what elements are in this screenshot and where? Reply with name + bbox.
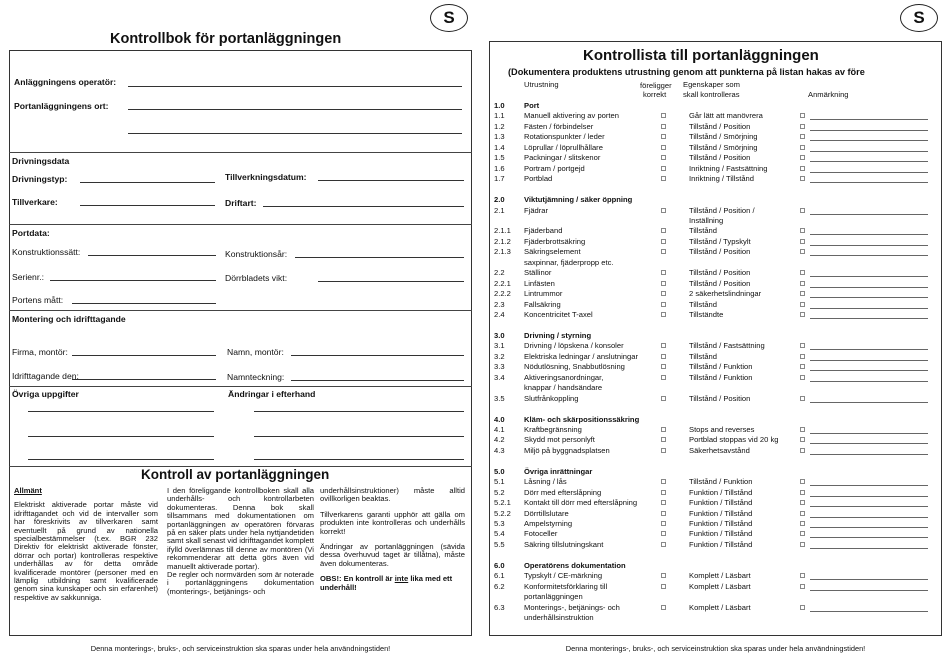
property-checkbox[interactable] — [800, 521, 805, 526]
property-checkbox[interactable] — [800, 490, 805, 495]
equipment-item: Fjäderband — [524, 226, 563, 236]
property-checkbox[interactable] — [800, 511, 805, 516]
drivningstyp-line[interactable] — [80, 182, 215, 183]
col-header-egenskaper: Egenskaper som — [683, 80, 740, 89]
dorrbladets-vikt-label: Dörrbladets vikt: — [225, 273, 288, 283]
row-number: 4.1 — [494, 424, 505, 434]
section-heading: Kläm- och skärpositionssäkring — [524, 414, 640, 424]
property-to-check: Tillstånd / Position — [689, 247, 751, 257]
property-to-check: Tillstånd / Position — [689, 278, 751, 288]
property-checkbox[interactable] — [800, 124, 805, 129]
property-checkbox[interactable] — [800, 343, 805, 348]
row-number: 2.0 — [494, 195, 505, 205]
tillverkningsdatum-line[interactable] — [318, 180, 464, 181]
property-to-check: Tillstånd / Typskylt — [689, 236, 751, 246]
row-number: 1.3 — [494, 132, 505, 142]
present-correct-checkbox[interactable] — [661, 145, 666, 150]
property-checkbox[interactable] — [800, 145, 805, 150]
remark-line[interactable] — [810, 381, 928, 382]
property-to-check: Går lätt att manövrera — [689, 111, 763, 121]
equipment-item: Drivning / löpskena / konsoler — [524, 341, 624, 351]
row-number: 4.2 — [494, 435, 505, 445]
col2-text-b: De regler och normvärden som är noterade i portanläggningens dokumentation (monterings-, betjänings- och — [167, 570, 314, 596]
remark-line[interactable] — [810, 297, 928, 298]
row-number: 5.2 — [494, 487, 505, 497]
equipment-item: Miljö på byggnadsplatsen — [524, 445, 610, 455]
row-number: 1.2 — [494, 121, 505, 131]
row-number: 3.0 — [494, 330, 505, 340]
col1-text: Elektriskt aktiverade portar måste vid idrifttagandet och vid de intervaller som har föreskrivits av tillverkaren samt eventuellt på grund av nationella specialbestämmelser (t.ex. BGR 232 Direktiv för elektriskt aktiverade fönster, dörrar och portar) kontrolleras respektive underhållas av för detta område kvalificerade montörer (personer med en lämplig utbildning samt kvalificerade genom sina kunskaper och sin erfarenhet) respektive av sakkunniga. — [14, 500, 158, 602]
remark-line[interactable] — [810, 151, 928, 152]
property-checkbox[interactable] — [800, 155, 805, 160]
property-to-check: Tillstånd — [689, 351, 717, 361]
andringar-line[interactable] — [254, 436, 464, 437]
row-number: 4.0 — [494, 414, 505, 424]
driftart-label: Driftart: — [225, 198, 257, 208]
equipment-item: Portblad — [524, 174, 553, 184]
equipment-item: Dörr med efterslåpning — [524, 487, 602, 497]
serienr-line[interactable] — [50, 280, 216, 281]
remark-line[interactable] — [810, 349, 928, 350]
equipment-item: Låsning / lås — [524, 477, 567, 487]
right-page-title: Kontrollista till portanläggningen — [583, 47, 819, 64]
property-to-check: Komplett / Läsbart — [689, 581, 751, 591]
col-header-korrekt: korrekt — [643, 90, 667, 99]
present-correct-checkbox[interactable] — [661, 302, 666, 307]
present-correct-checkbox[interactable] — [661, 124, 666, 129]
row-number: 6.0 — [494, 560, 505, 570]
row-number: 5.0 — [494, 466, 505, 476]
remark-line[interactable] — [810, 318, 928, 319]
property-to-check: Funktion / Tillstånd — [689, 519, 753, 528]
property-checkbox[interactable] — [800, 396, 805, 401]
equipment-item: Slutfrånkoppling — [524, 393, 579, 403]
equipment-item: Elektriska ledningar / anslutningar — [524, 351, 638, 361]
remark-line[interactable] — [810, 517, 928, 518]
col-header-skall: skall kontrolleras — [683, 90, 740, 99]
ovriga-line[interactable] — [28, 459, 214, 460]
obs-post: lika med ett underhåll! — [320, 574, 453, 592]
equipment-item: Dörrtillslutare — [524, 508, 569, 518]
row-number: 6.2 — [494, 581, 505, 591]
portens-matt-label: Portens mått: — [12, 295, 64, 305]
portens-matt-line[interactable] — [72, 303, 216, 304]
present-correct-checkbox[interactable] — [661, 134, 666, 139]
row-number: 2.2 — [494, 268, 505, 278]
row-number: 3.4 — [494, 372, 505, 382]
remark-line[interactable] — [810, 485, 928, 486]
dorrbladets-vikt-line[interactable] — [318, 281, 464, 282]
row-number: 5.2.2 — [494, 508, 511, 518]
present-correct-checkbox[interactable] — [661, 281, 666, 286]
present-correct-checkbox[interactable] — [661, 343, 666, 348]
row-number: 5.5 — [494, 539, 505, 549]
property-checkbox[interactable] — [800, 281, 805, 286]
property-to-check: Portblad stoppas vid 20 kg — [689, 435, 779, 445]
tillverkare-line[interactable] — [80, 205, 215, 206]
property-to-check: Funktion / Tillstånd — [689, 487, 753, 497]
firma-label: Firma, montör: — [12, 347, 68, 357]
property-to-check: Komplett / Läsbart — [689, 602, 751, 612]
remark-line[interactable] — [810, 308, 928, 309]
property-checkbox[interactable] — [800, 364, 805, 369]
row-number: 2.2.2 — [494, 289, 511, 299]
present-correct-checkbox[interactable] — [661, 364, 666, 369]
equipment-item: Monterings-, betjänings- och — [524, 602, 620, 612]
property-checkbox[interactable] — [800, 166, 805, 171]
remark-line[interactable] — [810, 506, 928, 507]
ort-line-2[interactable] — [128, 133, 462, 134]
text-column-3 — [320, 487, 465, 599]
present-correct-checkbox[interactable] — [661, 291, 666, 296]
drivningstyp-label: Drivningstyp: — [12, 174, 68, 184]
right-footer: Denna monterings-, bruks-, och serviceinstruktion ska sparas under hela användningstiden! — [565, 644, 866, 653]
remark-line[interactable] — [810, 130, 928, 131]
property-checkbox[interactable] — [800, 302, 805, 307]
property-to-check: Tillstånd / Position — [689, 393, 751, 403]
present-correct-checkbox[interactable] — [661, 531, 666, 536]
tillverkningsdatum-label: Tillverkningsdatum: — [225, 172, 307, 182]
property-to-check: Funktion / Tillstånd — [689, 529, 753, 539]
present-correct-checkbox[interactable] — [661, 166, 666, 171]
row-number: 1.5 — [494, 153, 505, 163]
present-correct-checkbox[interactable] — [661, 312, 666, 317]
property-to-check: Tillständte — [689, 310, 724, 319]
left-page-title: Kontrollbok för portanläggningen — [110, 31, 342, 47]
divider — [9, 386, 472, 387]
row-number: 1.0 — [494, 101, 505, 110]
property-checkbox[interactable] — [800, 437, 805, 442]
row-number: 1.1 — [494, 111, 505, 121]
present-correct-checkbox[interactable] — [661, 228, 666, 233]
equipment-item: Manuell aktivering av porten — [524, 111, 619, 121]
property-to-check-cont: Inställning — [689, 215, 724, 225]
text-column-2 — [167, 487, 314, 603]
col3-text-d — [320, 575, 465, 592]
ovriga-uppgifter-heading: Övriga uppgifter — [12, 389, 79, 399]
row-number: 6.1 — [494, 571, 505, 581]
property-to-check: Tillstånd / Position / — [689, 205, 755, 215]
equipment-item: Fotoceller — [524, 529, 558, 539]
row-number: 1.6 — [494, 163, 505, 173]
col2-text-a: I den föreliggande kontrollboken skall alla underhålls- och kontrollarbeten dokumenteras. Denna bok skall tillsammans med dokumentationen om portanläggningen av operatören förvaras på en säker plats under hela nyttjandetiden samt skall senast vid idrifttagandet komplett ifylld överlämnas till denne av montören (Vi rekommenderar att detta görs även vid manuellt aktiverade portar). — [167, 486, 314, 571]
property-checkbox[interactable] — [800, 479, 805, 484]
remark-line[interactable] — [810, 255, 928, 256]
divider — [9, 224, 472, 225]
property-to-check: Tillstånd / Fastsättning — [689, 341, 765, 351]
remark-line[interactable] — [810, 370, 928, 371]
col3-text-a: underhållsinstruktioner) måste alltid ovillkorligen beaktas. — [320, 486, 465, 504]
remark-line[interactable] — [810, 161, 928, 162]
property-checkbox[interactable] — [800, 134, 805, 139]
row-number: 2.1 — [494, 205, 505, 215]
equipment-item-cont: knappar / handsändare — [524, 383, 603, 393]
equipment-item: Ställinor — [524, 268, 552, 278]
present-correct-checkbox[interactable] — [661, 479, 666, 484]
language-badge-right: S — [900, 4, 938, 32]
present-correct-checkbox[interactable] — [661, 605, 666, 610]
andringar-line[interactable] — [254, 459, 464, 460]
equipment-item: Lintrummor — [524, 289, 563, 299]
remark-line[interactable] — [810, 611, 928, 612]
property-to-check: Funktion / Tillstånd — [689, 539, 753, 549]
equipment-item: Nödutlösning, Snabbutlösning — [524, 362, 625, 372]
remark-line[interactable] — [810, 548, 928, 549]
remark-line[interactable] — [810, 214, 928, 215]
row-number: 6.3 — [494, 602, 505, 612]
property-to-check: 2 säkerhetslindningar — [689, 289, 762, 299]
divider — [9, 152, 472, 153]
col-header-anmarkning: Anmärkning — [808, 90, 849, 99]
operator-label: Anläggningens operatör: — [14, 77, 117, 87]
property-checkbox[interactable] — [800, 228, 805, 233]
idrifttagande-line[interactable] — [72, 379, 216, 380]
equipment-item: Fjädrar — [524, 205, 549, 215]
tillverkare-label: Tillverkare: — [12, 197, 58, 207]
language-badge-left: S — [430, 4, 468, 32]
portdata-heading: Portdata: — [12, 228, 50, 238]
present-correct-checkbox[interactable] — [661, 176, 666, 181]
present-correct-checkbox[interactable] — [661, 375, 666, 380]
equipment-item: Löprullar / löprullhållare — [524, 142, 603, 152]
equipment-item-cont: portanläggningen — [524, 592, 583, 602]
drivningsdata-heading: Drivningsdata — [12, 156, 70, 166]
row-number: 2.4 — [494, 310, 505, 319]
remark-line[interactable] — [810, 402, 928, 403]
property-checkbox[interactable] — [800, 531, 805, 536]
present-correct-checkbox[interactable] — [661, 239, 666, 244]
row-number: 5.1 — [494, 477, 505, 487]
equipment-item: Säkringselement — [524, 247, 581, 257]
equipment-item-cont: underhållsinstruktion — [524, 613, 594, 623]
property-to-check: Tillstånd / Funktion — [689, 372, 753, 382]
row-number: 3.2 — [494, 351, 505, 361]
property-to-check: Tillstånd / Funktion — [689, 477, 753, 487]
present-correct-checkbox[interactable] — [661, 490, 666, 495]
namn-label: Namn, montör: — [227, 347, 284, 357]
row-number: 2.1.1 — [494, 226, 511, 236]
section-heading: Viktutjämning / säker öppning — [524, 195, 633, 205]
remark-line[interactable] — [810, 182, 928, 183]
equipment-item: Kontakt till dörr med efterslåpning — [524, 498, 638, 508]
equipment-item-cont: saxpinnar, fjäderpropp etc. — [524, 257, 614, 267]
property-checkbox[interactable] — [800, 354, 805, 359]
remark-line[interactable] — [810, 172, 928, 173]
property-to-check: Komplett / Läsbart — [689, 571, 751, 581]
konstruktionsar-line[interactable] — [295, 257, 464, 258]
equipment-item: Kraftbegränsning — [524, 424, 582, 434]
remark-line[interactable] — [810, 234, 928, 235]
equipment-item: Aktiveringsanordningar, — [524, 372, 604, 382]
property-checkbox[interactable] — [800, 542, 805, 547]
property-checkbox[interactable] — [800, 208, 805, 213]
property-checkbox[interactable] — [800, 176, 805, 181]
property-to-check: Funktion / Tillstånd — [689, 498, 753, 508]
text-column-1 — [14, 487, 158, 609]
present-correct-checkbox[interactable] — [661, 113, 666, 118]
ovriga-line[interactable] — [28, 411, 214, 412]
property-to-check: Tillstånd / Smörjning — [689, 132, 758, 142]
ort-label: Portanläggningens ort: — [14, 101, 109, 111]
kontroll-title: Kontroll av portanläggningen — [141, 467, 330, 482]
remark-line[interactable] — [810, 360, 928, 361]
konstruktionssatt-line[interactable] — [88, 255, 216, 256]
property-checkbox[interactable] — [800, 427, 805, 432]
montering-heading: Montering och idrifttagande — [12, 314, 126, 324]
allmant-heading: Allmänt — [14, 486, 42, 495]
row-number: 1.4 — [494, 142, 505, 152]
equipment-item: Fallsäkring — [524, 299, 561, 309]
equipment-item: Packningar / slitskenor — [524, 153, 601, 163]
present-correct-checkbox[interactable] — [661, 448, 666, 453]
present-correct-checkbox[interactable] — [661, 521, 666, 526]
row-number: 2.3 — [494, 299, 505, 309]
andringar-heading: Ändringar i efterhand — [228, 389, 316, 399]
section-heading: Operatörens dokumentation — [524, 560, 626, 570]
remark-line[interactable] — [810, 537, 928, 538]
obs-pre: OBS!: En kontroll är — [320, 574, 395, 584]
namnteckning-label: Namnteckning: — [227, 372, 285, 382]
row-number: 2.2.1 — [494, 278, 511, 288]
property-checkbox[interactable] — [800, 291, 805, 296]
property-to-check: Tillstånd / Position — [689, 153, 751, 163]
row-number: 2.1.2 — [494, 236, 511, 246]
konstruktionsar-label: Konstruktionsår: — [225, 249, 288, 259]
section-heading: Övriga inrättningar — [524, 466, 593, 476]
property-checkbox[interactable] — [800, 249, 805, 254]
remark-line[interactable] — [810, 527, 928, 528]
property-checkbox[interactable] — [800, 312, 805, 317]
equipment-item: Fjäderbrottsäkring — [524, 236, 586, 246]
present-correct-checkbox[interactable] — [661, 249, 666, 254]
property-checkbox[interactable] — [800, 270, 805, 275]
present-correct-checkbox[interactable] — [661, 155, 666, 160]
operator-line[interactable] — [128, 86, 462, 87]
driftart-line[interactable] — [263, 206, 464, 207]
equipment-item: Typskylt / CE-märkning — [524, 571, 603, 581]
remark-line[interactable] — [810, 245, 928, 246]
equipment-item: Linfästen — [524, 278, 555, 288]
row-number: 5.4 — [494, 529, 505, 539]
row-number: 5.2.1 — [494, 498, 511, 508]
present-correct-checkbox[interactable] — [661, 573, 666, 578]
remark-line[interactable] — [810, 496, 928, 497]
present-correct-checkbox[interactable] — [661, 584, 666, 589]
row-number: 2.1.3 — [494, 247, 511, 257]
property-to-check: Inriktning / Fastsättning — [689, 163, 768, 173]
present-correct-checkbox[interactable] — [661, 500, 666, 505]
col3-text-b: Tillverkarens garanti upphör att gälla om produkten inte kontrolleras och underhålls korrekt! — [320, 509, 465, 536]
property-to-check: Tillstånd / Funktion — [689, 362, 753, 372]
namnteckning-line[interactable] — [291, 380, 464, 381]
property-to-check: Stops and reverses — [689, 424, 755, 434]
property-to-check: Tillstånd — [689, 299, 717, 309]
property-to-check: Tillstånd / Position — [689, 121, 751, 131]
present-correct-checkbox[interactable] — [661, 270, 666, 275]
remark-line[interactable] — [810, 454, 928, 455]
serienr-label: Serienr.: — [12, 272, 45, 282]
property-to-check: Tillstånd / Position — [689, 268, 751, 278]
konstruktionssatt-label: Konstruktionssätt: — [12, 247, 81, 257]
remark-line[interactable] — [810, 443, 928, 444]
andringar-line[interactable] — [254, 411, 464, 412]
equipment-item: Skydd mot personlyft — [524, 435, 595, 445]
property-to-check: Tillstånd — [689, 226, 717, 236]
property-checkbox[interactable] — [800, 500, 805, 505]
property-checkbox[interactable] — [800, 448, 805, 453]
equipment-item: Koncentricitet T-axel — [524, 310, 593, 319]
remark-line[interactable] — [810, 433, 928, 434]
remark-line[interactable] — [810, 276, 928, 277]
col3-text-c: Ändringar av portanläggningen (sävida dessa överhuvud taget är tillåtna), måste även dokumenteras. — [320, 542, 465, 568]
present-correct-checkbox[interactable] — [661, 208, 666, 213]
ort-line[interactable] — [128, 109, 462, 110]
property-to-check: Inriktning / Tillstånd — [689, 174, 754, 184]
property-to-check: Tillstånd / Smörjning — [689, 142, 758, 152]
equipment-item: Ampelstyrning — [524, 519, 573, 528]
property-checkbox[interactable] — [800, 605, 805, 610]
col-header-utrustning: Utrustning — [524, 80, 559, 89]
equipment-item: Säkring tillslutningskant — [524, 539, 604, 549]
remark-line[interactable] — [810, 140, 928, 141]
property-checkbox[interactable] — [800, 584, 805, 589]
property-checkbox[interactable] — [800, 239, 805, 244]
property-to-check: Säkerhetsavstånd — [689, 445, 750, 455]
remark-line[interactable] — [810, 579, 928, 580]
equipment-item: Rotationspunkter / leder — [524, 132, 605, 142]
present-correct-checkbox[interactable] — [661, 427, 666, 432]
row-number: 3.3 — [494, 362, 505, 372]
equipment-item: Portram / portgejd — [524, 163, 585, 173]
present-correct-checkbox[interactable] — [661, 542, 666, 547]
equipment-item: Fästen / förbindelser — [524, 121, 594, 131]
remark-line[interactable] — [810, 119, 928, 120]
col-header-foreligger: föreligger — [640, 81, 672, 90]
namn-line[interactable] — [291, 355, 464, 356]
firma-line[interactable] — [72, 355, 216, 356]
remark-line[interactable] — [810, 590, 928, 591]
present-correct-checkbox[interactable] — [661, 354, 666, 359]
property-checkbox[interactable] — [800, 375, 805, 380]
present-correct-checkbox[interactable] — [661, 437, 666, 442]
row-number: 3.1 — [494, 341, 505, 351]
left-footer: Denna monterings-, bruks-, och serviceinstruktion ska sparas under hela användningstiden! — [90, 644, 391, 653]
row-number: 5.3 — [494, 519, 505, 528]
section-heading: Port — [524, 101, 540, 110]
equipment-item: Konformitetsförklaring till — [524, 581, 608, 591]
remark-line[interactable] — [810, 287, 928, 288]
property-checkbox[interactable] — [800, 573, 805, 578]
obs-inte: inte — [394, 574, 409, 584]
row-number: 1.7 — [494, 174, 505, 184]
divider — [9, 310, 472, 311]
idrifttagande-label: Idrifttagande den: — [12, 371, 79, 381]
section-heading: Drivning / styrning — [524, 330, 592, 340]
present-correct-checkbox[interactable] — [661, 511, 666, 516]
property-checkbox[interactable] — [800, 113, 805, 118]
property-to-check: Funktion / Tillstånd — [689, 508, 753, 518]
ovriga-line[interactable] — [28, 436, 214, 437]
right-page-subtitle: (Dokumentera produktens utrustning genom att punkterna på listan hakas av före — [508, 67, 865, 77]
row-number: 3.5 — [494, 393, 505, 403]
row-number: 4.3 — [494, 445, 505, 455]
present-correct-checkbox[interactable] — [661, 396, 666, 401]
